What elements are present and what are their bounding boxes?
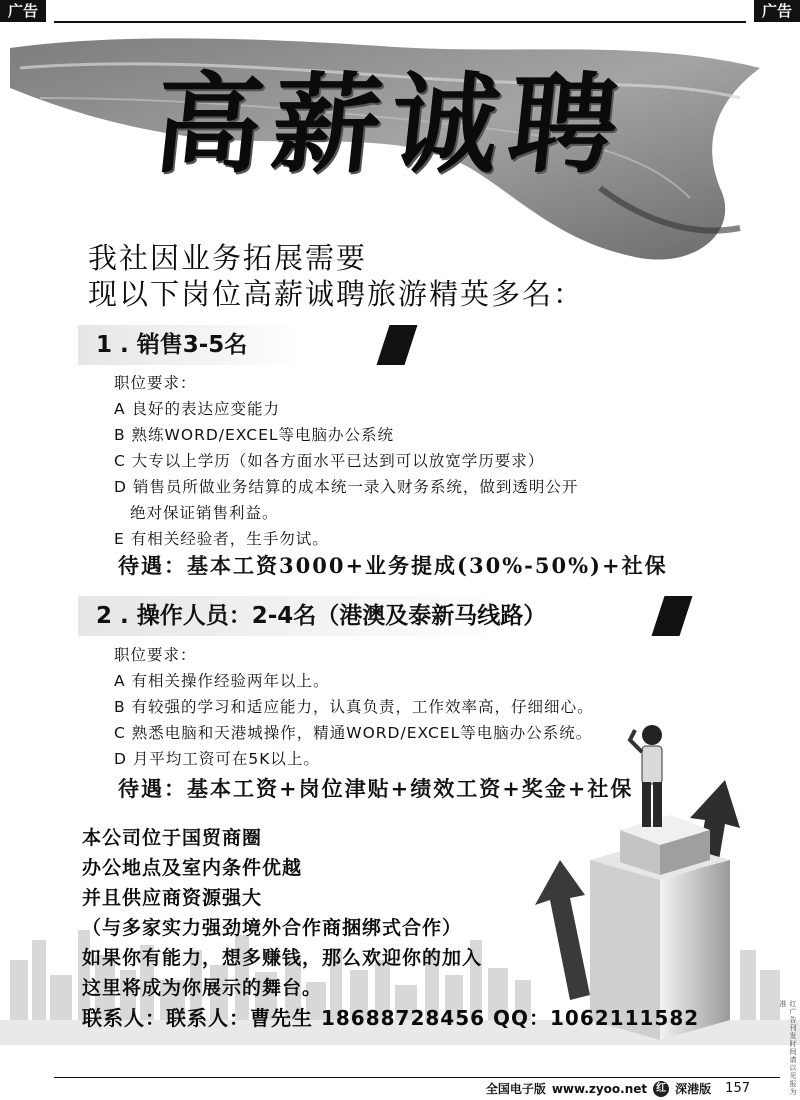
requirements-sales — [114, 370, 578, 552]
requirements-heading: 职位要求： — [114, 646, 197, 664]
top-rule — [54, 21, 746, 23]
requirement-item: B 熟练WORD/EXCEL等电脑办公系统 — [114, 426, 395, 444]
bottom-rule — [54, 1077, 780, 1078]
section-header-sales — [78, 325, 418, 365]
page-number: 157 — [725, 1081, 750, 1096]
side-disclaimer: 红广告刊发时间请以见报为准 — [779, 1000, 797, 1096]
company-line: 这里将成为你展示的舞台。 — [82, 977, 323, 999]
requirement-item: C 熟悉电脑和天港城操作，精通WORD/EXCEL等电脑办公系统。 — [114, 724, 593, 742]
company-line: 本公司位于国贸商圈 — [82, 827, 263, 849]
page-footer — [486, 1080, 750, 1097]
corner-tag-right: 广告 — [754, 0, 800, 22]
footer-label: 全国电子版 — [485, 1082, 546, 1096]
section-title-operations: 2 . 操作人员：2-4名（港澳及泰新马线路） — [96, 603, 547, 629]
intro-line-2: 现以下岗位高薪诚聘旅游精英多名： — [88, 277, 585, 311]
intro-text — [88, 240, 584, 312]
section-slash — [652, 596, 693, 636]
footer-badge: 红 — [653, 1081, 669, 1097]
requirement-item: E 有相关经验者，生手勿试。 — [114, 530, 329, 548]
requirement-item: B 有较强的学习和适应能力，认真负责，工作效率高，仔细细心。 — [114, 698, 594, 716]
requirement-item: A 有相关操作经验两年以上。 — [114, 672, 330, 690]
headline-title: 高薪诚聘 — [148, 62, 634, 188]
company-line: 如果你有能力，想多赚钱，那么欢迎你的加入 — [82, 947, 483, 969]
requirement-item: 绝对保证销售利益。 — [130, 504, 279, 522]
requirements-heading: 职位要求： — [114, 374, 197, 392]
benefit-operations: 待遇：基本工资+岗位津贴+绩效工资+奖金+社保 — [118, 776, 634, 801]
requirement-item: D 销售员所做业务结算的成本统一录入财务系统，做到透明公开 — [114, 478, 579, 496]
section-slash — [377, 325, 418, 365]
contact-line: 联系人：联系人：曹先生 18688728456 QQ：1062111582 — [82, 1006, 700, 1030]
company-info — [82, 823, 699, 1033]
requirement-item: D 月平均工资可在5K以上。 — [114, 750, 320, 768]
section-header-operations — [78, 596, 698, 636]
footer-edition: 深港版 — [675, 1082, 712, 1096]
footer-url[interactable]: www.zyoo.net — [551, 1081, 648, 1096]
section-title-sales: 1 . 销售3-5名 — [96, 332, 248, 358]
intro-line-1: 我社因业务拓展需要 — [88, 241, 368, 275]
company-line: 并且供应商资源强大 — [82, 887, 263, 909]
benefit-sales: 待遇：基本工资3000+业务提成(30%-50%)+社保 — [118, 553, 668, 578]
requirement-item: C 大专以上学历（如各方面水平已达到可以放宽学历要求） — [114, 452, 545, 470]
requirements-operations — [114, 642, 594, 772]
corner-tag-left: 广告 — [0, 0, 46, 22]
requirement-item: A 良好的表达应变能力 — [114, 400, 281, 418]
company-line: 办公地点及室内条件优越 — [82, 857, 303, 879]
company-line: （与多家实力强劲境外合作商捆绑式合作） — [82, 917, 463, 939]
